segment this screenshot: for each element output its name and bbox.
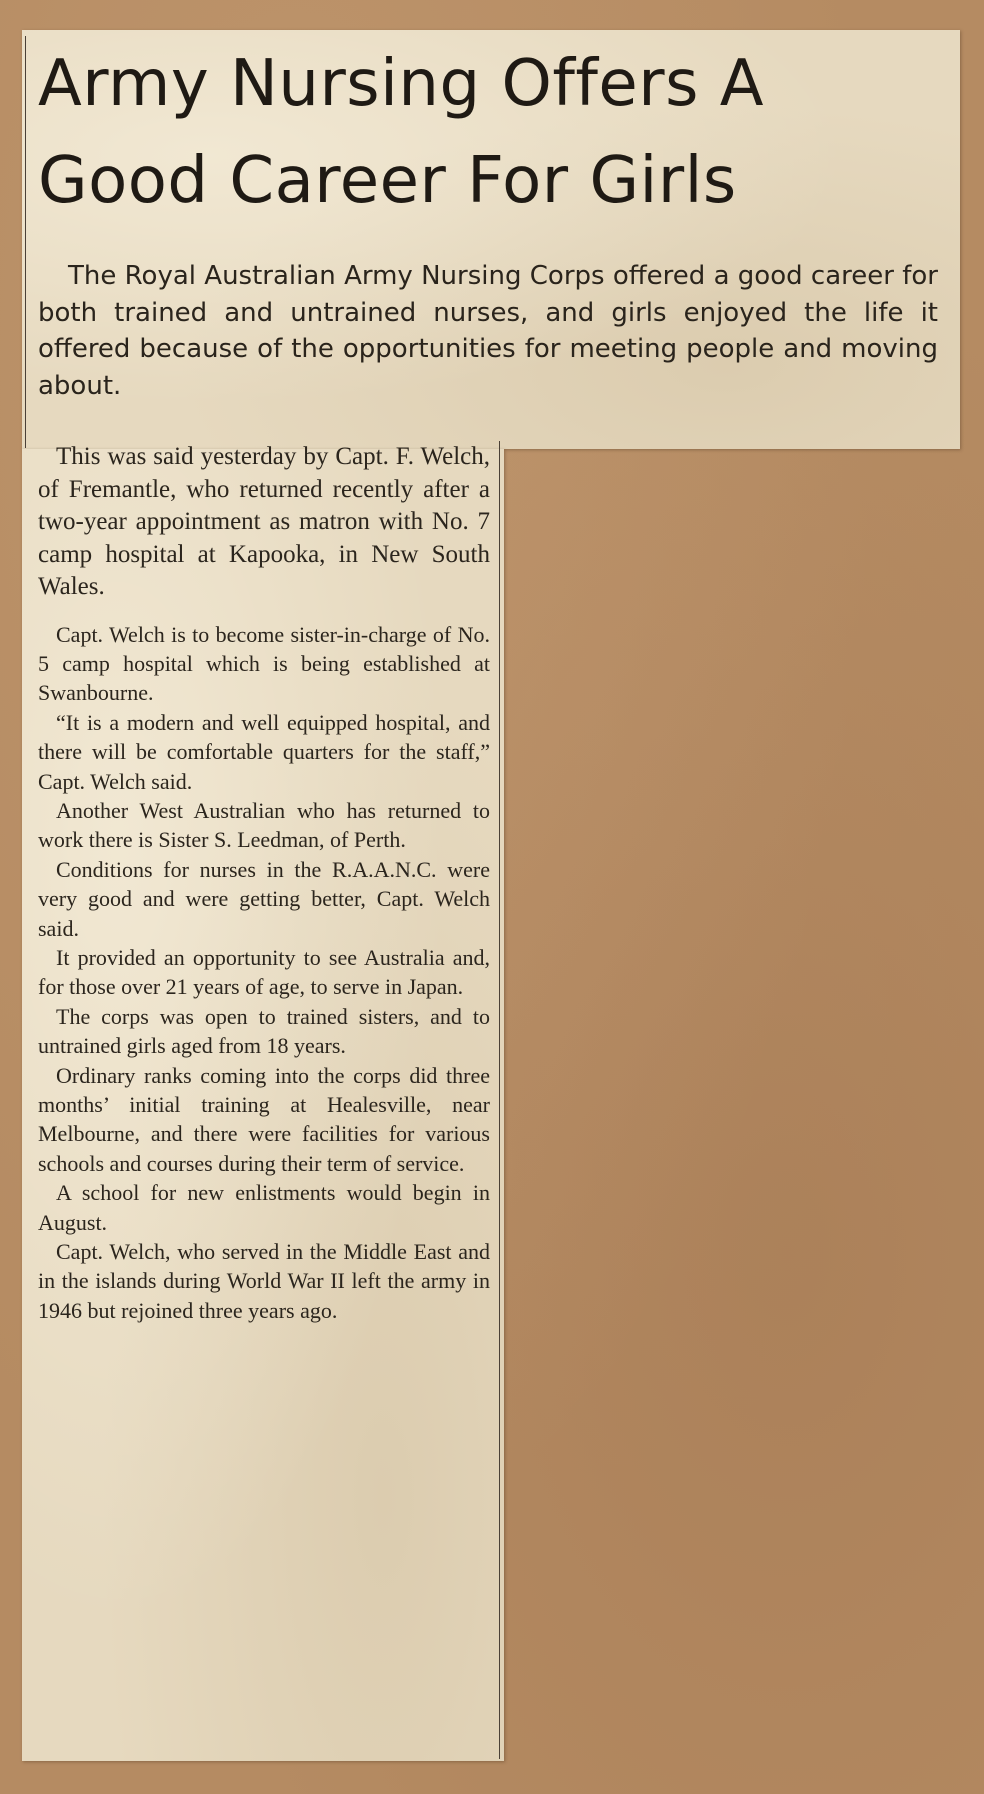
- article-paragraph: Another West Australian who has returned to work there is Sister S. Leedman, of Perth.: [38, 797, 490, 853]
- article-standfirst: The Royal Australian Army Nursing Corps offered a good career for both trained and untrained nurses, and girls enjoyed the life it offered because of the opportunities for meeting people and moving about.: [38, 261, 938, 401]
- article-paragraph: “It is a modern and well equipped hospital, and there will be comfortable quarters for the staff,” Capt. Welch said.: [38, 709, 490, 794]
- headline-line-2: Good Career For Girls: [38, 144, 737, 218]
- column-rule: [499, 441, 500, 1759]
- headline-line-1: Army Nursing Offers A: [38, 47, 765, 121]
- article-paragraph: Ordinary ranks coming into the corps did three months’ initial training at Healesville, near Melbourne, and there were facilities for various schools and courses during their term of service.: [38, 1062, 490, 1176]
- article-paragraph: The corps was open to trained sisters, and to untrained girls aged from 18 years.: [38, 1003, 490, 1059]
- clipping-edge-rule: [25, 36, 26, 448]
- article-paragraph: Capt. Welch, who served in the Middle East and in the islands during World War II left the army in 1946 but rejoined three years ago.: [38, 1239, 490, 1323]
- article-paragraph: It provided an opportunity to see Australia and, for those over 21 years of age, to serve in Japan.: [38, 944, 490, 1000]
- article-headline: [38, 36, 952, 230]
- article-paragraph: A school for new enlistments would begin in August.: [38, 1180, 490, 1235]
- article-body-column: [38, 441, 490, 1325]
- article-paragraph: Capt. Welch is to become sister-in-charge of No. 5 camp hospital which is being established at Swanbourne.: [38, 621, 490, 706]
- article-paragraph: This was said yesterday by Capt. F. Welch, of Fremantle, who returned recently after a two-year appointment as matron with No. 7 camp hospital at Kapooka, in New South Wales.: [38, 443, 490, 600]
- article-paragraph: Conditions for nurses in the R.A.A.N.C. were very good and were getting better, Capt. Welch said.: [38, 856, 490, 941]
